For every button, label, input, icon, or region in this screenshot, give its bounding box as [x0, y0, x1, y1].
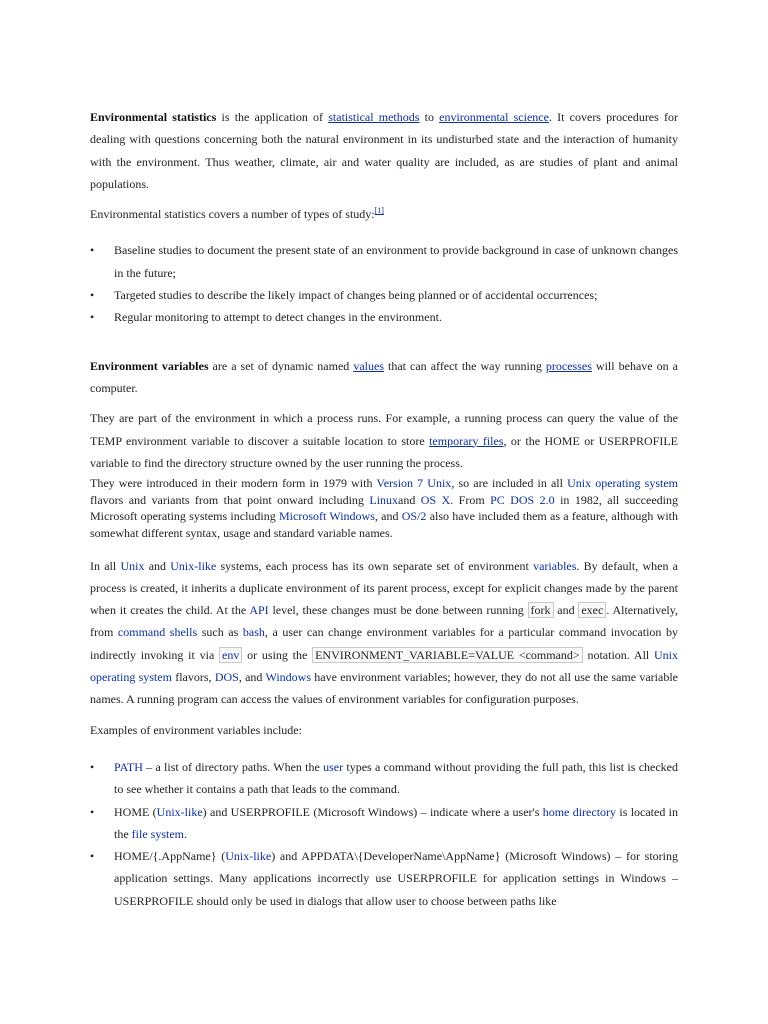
text: are a set of dynamic named — [208, 358, 354, 373]
link-env[interactable]: env — [219, 647, 242, 663]
text: to — [419, 110, 440, 124]
link-unix-operating-system[interactable]: Unix operating system — [90, 647, 678, 685]
list-item-path — [90, 756, 678, 801]
study-types-list — [90, 239, 678, 328]
text: HOME ( — [114, 804, 157, 819]
text: types a command without providing the full path, this list is checked to see whether it contains a path that leads to the command. — [114, 759, 678, 797]
term-environmental-statistics: Environmental statistics — [90, 110, 217, 124]
text: have environment variables; however, they do not all use the same variable names. A running program can access the values of environment variables for configuration purposes. — [90, 670, 679, 707]
bullet-icon: • — [90, 804, 95, 819]
link-user[interactable]: user — [323, 759, 344, 774]
examples-list — [90, 756, 678, 912]
link-home-directory[interactable]: home directory — [542, 804, 617, 819]
text: flavors and variants from that point onward including — [90, 492, 370, 507]
link-windows[interactable]: Windows — [265, 670, 311, 685]
text: ) and USERPROFILE (Microsoft Windows) – indicate where a user's — [202, 804, 543, 819]
text: level, these changes must be done between running — [268, 603, 528, 618]
link-unix-like[interactable]: Unix-like — [225, 849, 272, 864]
link-unix[interactable]: Unix — [120, 558, 145, 573]
text: ) and APPDATA\{DeveloperName\AppName} (Microsoft Windows) – for storing application settings. Many applications incorrectly use USERPROFILE for application settings in Windows – USERPROFILE should only be used in dialogs that allow user to choose between paths like — [114, 849, 678, 908]
link-unix-like[interactable]: Unix-like — [170, 558, 217, 573]
link-bash[interactable]: bash — [242, 625, 265, 640]
text: , and — [238, 670, 266, 685]
term-environment-variables: Environment variables — [90, 358, 209, 373]
text: such as — [197, 625, 243, 640]
link-temporary-files[interactable]: temporary files — [429, 433, 504, 448]
text: systems, each process has its own separate set of environment — [216, 558, 534, 573]
text: in 1982, all succeeding Microsoft operating systems including — [90, 492, 678, 524]
text: and — [398, 492, 421, 507]
text: and — [144, 558, 171, 573]
link-file-system[interactable]: file system — [131, 826, 184, 841]
text: In all — [90, 558, 121, 573]
link-environmental-science[interactable]: environmental science — [439, 110, 549, 124]
text: Examples of environment variables include: — [90, 722, 302, 737]
list-item — [90, 239, 678, 284]
list-item — [90, 284, 678, 306]
text: . From — [450, 492, 491, 507]
text: or using the — [242, 647, 313, 662]
bullet-icon: • — [90, 849, 95, 864]
text: will behave on a computer. — [90, 358, 678, 395]
list-item-appdata — [90, 845, 678, 912]
link-command-shells[interactable]: command shells — [117, 625, 198, 640]
text: is the application of — [216, 110, 329, 124]
text: . By default, when a process is created, it inherits a duplicate environment of its parent process, except for explicit changes made by the parent when it creates the child. At the — [90, 558, 678, 618]
bullet-icon: • — [90, 759, 95, 774]
bullet-icon: • — [90, 288, 95, 303]
list-item-home — [90, 801, 678, 846]
paragraph-unix-processes — [90, 555, 678, 711]
citation-link[interactable]: [1] — [374, 206, 384, 216]
link-os-x[interactable]: OS X — [420, 492, 451, 507]
paragraph-types-of-study — [90, 203, 678, 225]
paragraph-environmental-statistics — [90, 106, 678, 195]
link-unix-operating-system[interactable]: Unix operating system — [567, 476, 678, 491]
text: that can affect the way running — [383, 358, 546, 373]
text: , so are included in all — [451, 476, 568, 491]
link-statistical-methods[interactable]: statistical methods — [328, 110, 420, 124]
paragraph-environment-variables — [90, 355, 678, 400]
text: – a list of directory paths. When the — [142, 759, 324, 774]
link-pc-dos[interactable]: PC DOS 2.0 — [490, 492, 555, 507]
link-processes[interactable]: processes — [545, 358, 592, 373]
code-env-var-notation: ENVIRONMENT_VARIABLE=VALUE <command> — [312, 647, 583, 663]
text: is located in the — [114, 804, 679, 841]
text: , a user can change environment variables for a particular command invocation by indirectly invoking it via — [90, 625, 678, 662]
paragraph-history — [90, 475, 678, 541]
paragraph-examples-intro — [90, 719, 678, 741]
list-item-text: Baseline studies to document the present state of an environment to provide background in case of unknown changes in the future; — [114, 243, 678, 280]
link-os2[interactable]: OS/2 — [401, 509, 427, 524]
text: and — [553, 603, 579, 618]
link-dos[interactable]: DOS — [214, 670, 239, 685]
text: , or the HOME or USERPROFILE variable to find the directory structure owned by the user running the process. — [90, 433, 678, 470]
text: They were introduced in their modern form in 1979 with — [90, 476, 377, 491]
text: HOME/{.AppName} ( — [114, 849, 226, 864]
code-fork: fork — [528, 602, 554, 618]
text: . It covers procedures for dealing with questions concerning both the natural environment in its undisturbed state and the interaction of humanity with the environment. Thus weather, climate, air and water quality are included, as are studies of plant and animal populations. — [90, 110, 678, 191]
text: Environmental statistics covers a number of types of study: — [90, 207, 375, 222]
link-variables[interactable]: variables — [533, 558, 577, 573]
bullet-icon: • — [90, 310, 95, 325]
link-linux[interactable]: Linux — [369, 492, 399, 507]
link-path[interactable]: PATH — [114, 759, 143, 774]
link-version-7-unix[interactable]: Version 7 Unix — [376, 476, 452, 491]
link-microsoft-windows[interactable]: Microsoft Windows — [279, 509, 375, 524]
code-exec: exec — [578, 602, 606, 618]
text: also have included them as a feature, although with somewhat different syntax, usage and standard variable names. — [90, 509, 679, 540]
paragraph-process-environment — [90, 407, 678, 474]
link-values[interactable]: values — [353, 358, 384, 373]
list-item-text: Regular monitoring to attempt to detect changes in the environment. — [114, 310, 442, 325]
list-item-text: Targeted studies to describe the likely impact of changes being planned or of accidental occurrences; — [114, 288, 598, 303]
list-item — [90, 306, 678, 328]
text: . Alternatively, from — [90, 603, 678, 640]
text: . — [184, 826, 187, 841]
link-unix-like[interactable]: Unix-like — [156, 804, 203, 819]
text: flavors, — [171, 670, 215, 685]
link-api[interactable]: API — [249, 603, 269, 618]
text: notation. All — [582, 647, 654, 662]
text: They are part of the environment in which a process runs. For example, a running process can query the value of the TEMP environment variable to discover a suitable location to store — [90, 411, 678, 448]
bullet-icon: • — [90, 243, 95, 258]
document-body — [90, 106, 678, 912]
text: , and — [374, 509, 402, 524]
